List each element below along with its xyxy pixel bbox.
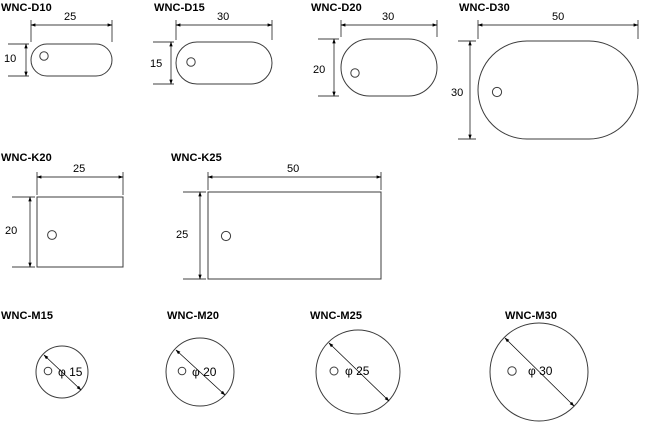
dim-width-wnc-d20: 30 <box>382 11 395 23</box>
dim-diameter-wnc-m25: φ 25 <box>345 364 370 378</box>
dim-width-wnc-d15: 30 <box>217 11 230 23</box>
part-label-wnc-m15: WNC-M15 <box>1 310 54 322</box>
dim-width-wnc-d30: 50 <box>552 11 565 23</box>
dim-diameter-wnc-m15: φ 15 <box>58 365 83 379</box>
dim-diameter-wnc-m20: φ 20 <box>192 365 217 379</box>
part-label-wnc-m25: WNC-M25 <box>310 310 363 322</box>
dim-height-wnc-k20: 20 <box>5 225 18 237</box>
part-wnc-d15-drawing <box>153 20 272 84</box>
part-wnc-d30-drawing <box>458 20 638 139</box>
part-label-wnc-k20: WNC-K20 <box>1 152 52 164</box>
part-label-wnc-k25: WNC-K25 <box>171 152 222 164</box>
dim-height-wnc-k25: 25 <box>176 229 189 241</box>
dim-diameter-wnc-m30: φ 30 <box>528 364 553 378</box>
part-label-wnc-m30: WNC-M30 <box>505 310 558 322</box>
part-label-wnc-d10: WNC-D10 <box>1 2 52 14</box>
part-wnc-d20-drawing <box>318 20 437 96</box>
dim-width-wnc-k20: 25 <box>73 163 86 175</box>
part-label-wnc-d30: WNC-D30 <box>459 2 510 14</box>
dim-height-wnc-d30: 30 <box>451 87 464 99</box>
part-label-wnc-m20: WNC-M20 <box>167 310 220 322</box>
part-wnc-d10-drawing <box>8 20 112 76</box>
dim-height-wnc-d15: 15 <box>150 58 163 70</box>
dim-height-wnc-d10: 10 <box>4 53 17 65</box>
part-wnc-k20-drawing <box>12 172 123 267</box>
part-label-wnc-d20: WNC-D20 <box>311 2 362 14</box>
part-label-wnc-d15: WNC-D15 <box>154 2 205 14</box>
dim-height-wnc-d20: 20 <box>313 64 326 76</box>
part-wnc-k25-drawing <box>183 172 381 279</box>
dim-width-wnc-d10: 25 <box>64 11 77 23</box>
dim-width-wnc-k25: 50 <box>287 163 300 175</box>
